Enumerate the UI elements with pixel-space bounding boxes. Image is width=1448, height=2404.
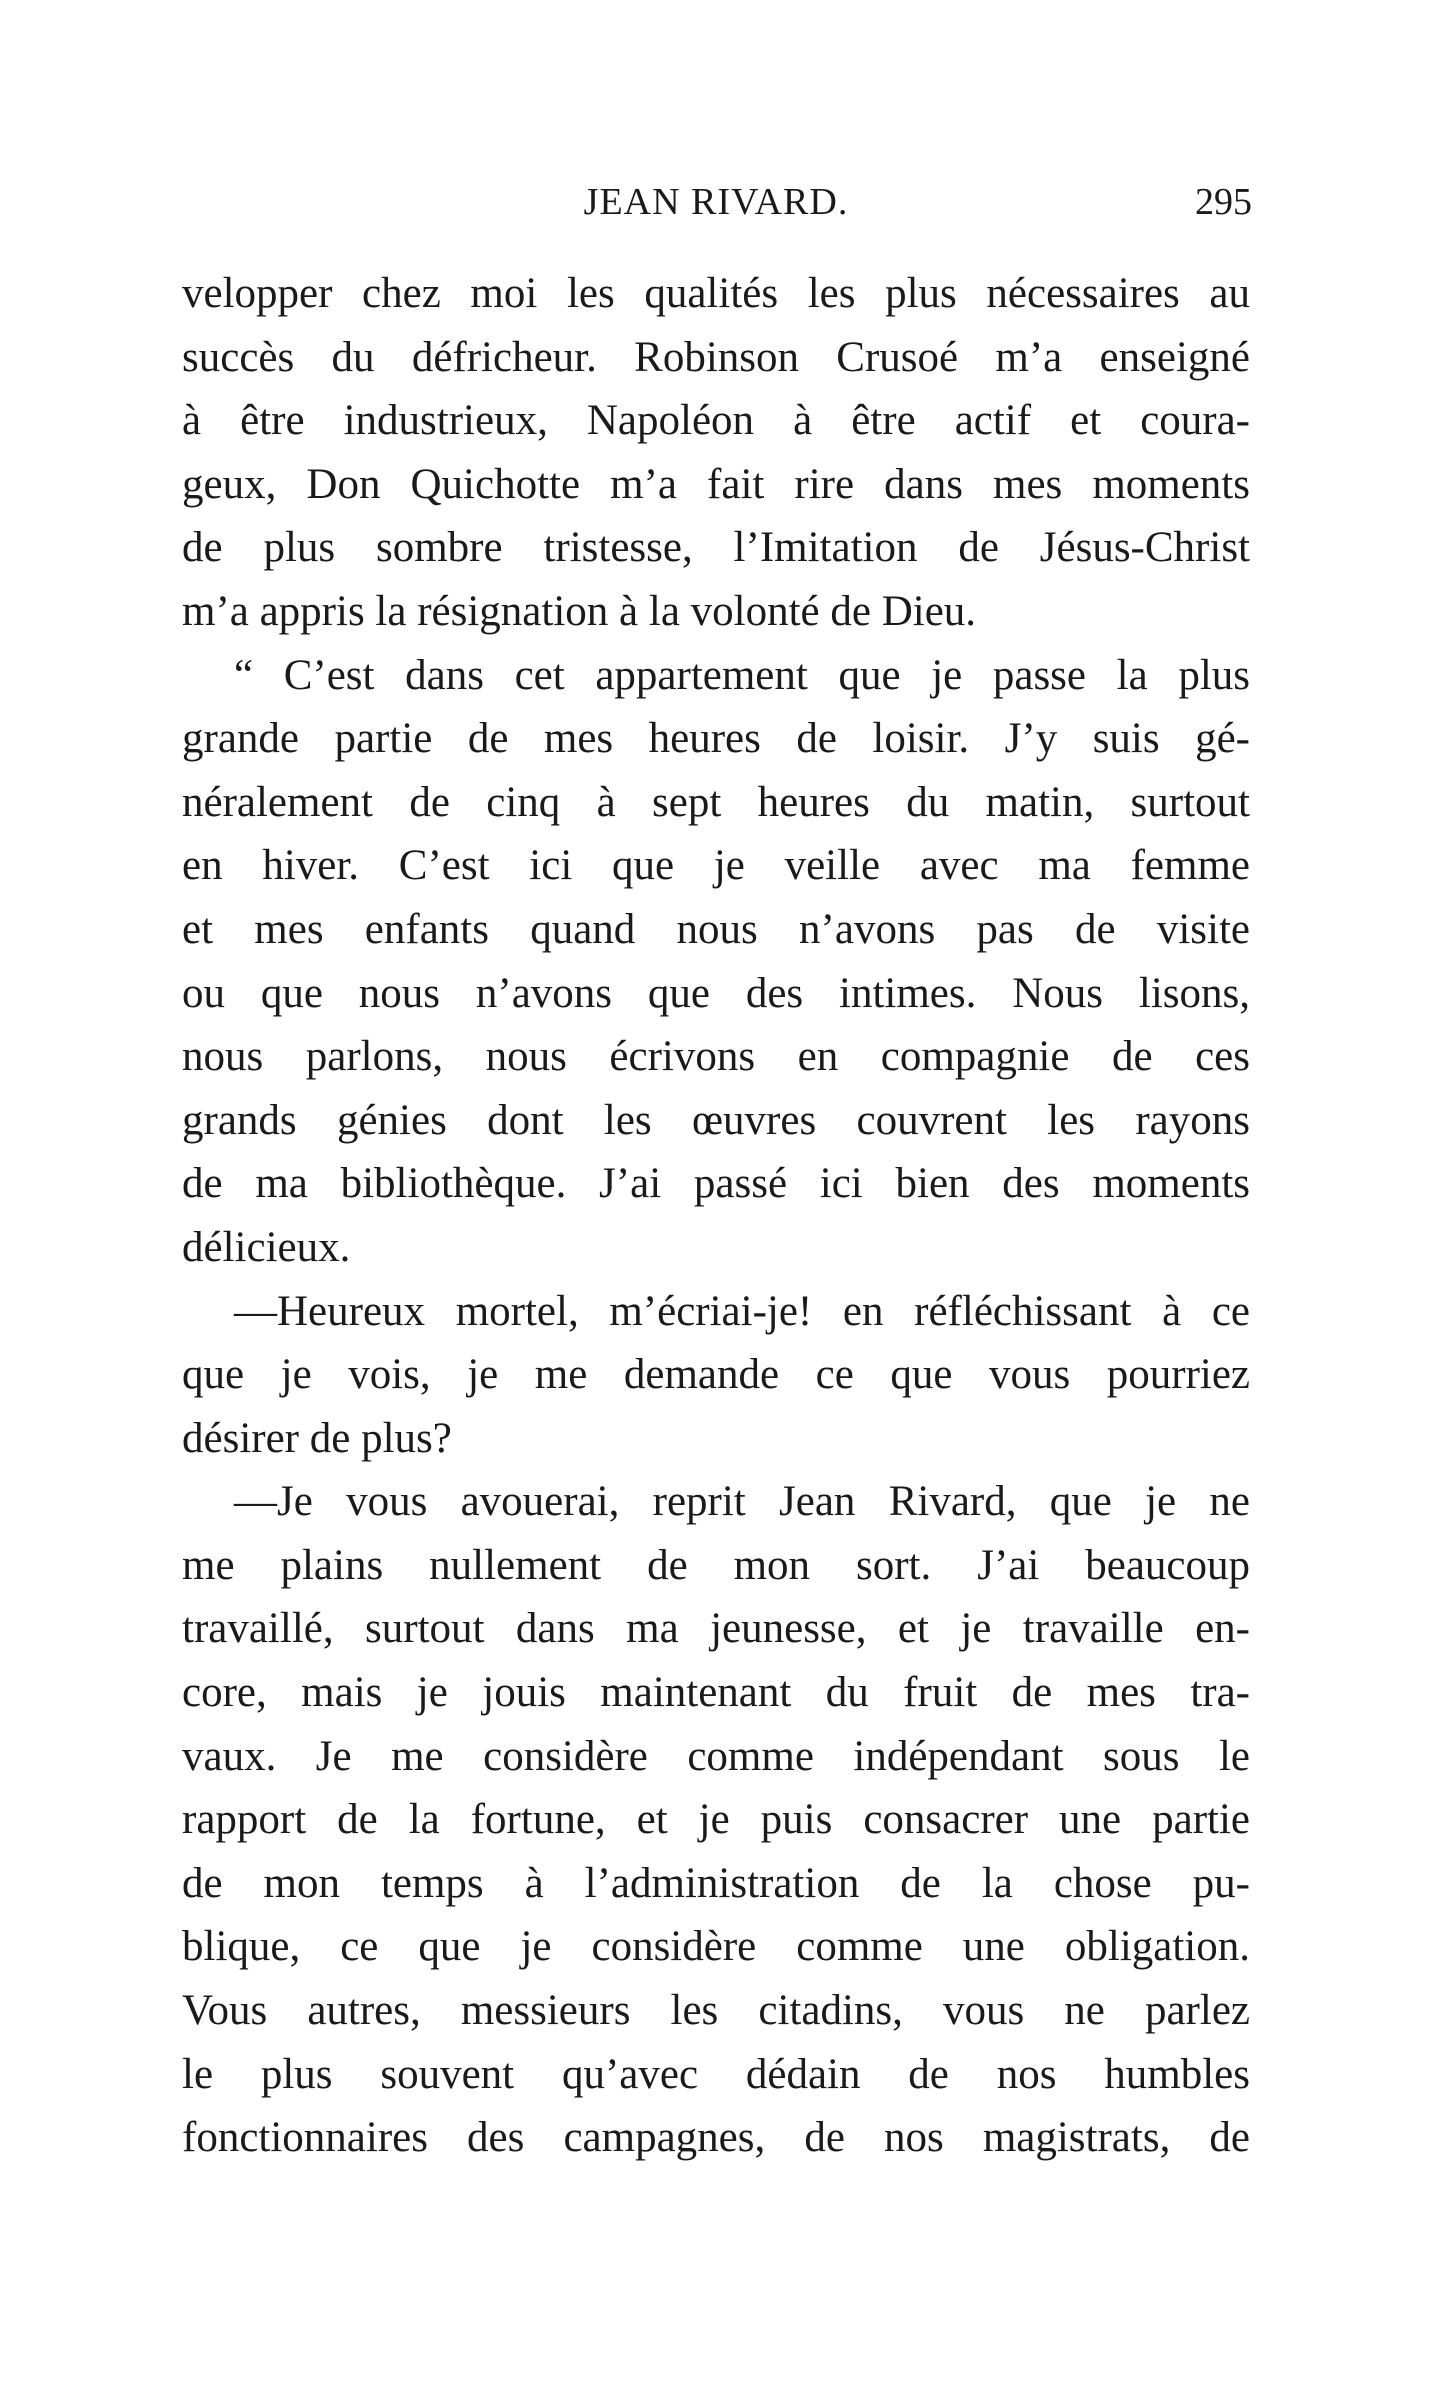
- paragraph: [182, 644, 1250, 1280]
- text-line: de plus sombre tristesse, l’Imitation de Jésus-Christ: [182, 524, 1250, 572]
- text-line: désirer de plus?: [182, 1414, 452, 1462]
- text-line: de ma bibliothèque. J’ai passé ici bien des moments: [182, 1160, 1250, 1208]
- text-line: core, mais je jouis maintenant du fruit de mes tra-: [182, 1669, 1250, 1717]
- text-line: —Je vous avouerai, reprit Jean Rivard, que je ne: [234, 1478, 1250, 1526]
- text-line: à être industrieux, Napoléon à être actif et coura-: [182, 397, 1250, 445]
- text-line: nous parlons, nous écrivons en compagnie de ces: [182, 1033, 1250, 1081]
- text-line: ou que nous n’avons que des intimes. Nous lisons,: [182, 969, 1250, 1017]
- running-title: JEAN RIVARD.: [583, 181, 849, 223]
- text-line: geux, Don Quichotte m’a fait rire dans mes moments: [182, 460, 1250, 508]
- text-line: m’a appris la résignation à la volonté de Dieu.: [182, 587, 977, 635]
- text-line: vaux. Je me considère comme indépendant sous le: [182, 1732, 1250, 1780]
- text-line: velopper chez moi les qualités les plus nécessaires au: [182, 270, 1250, 317]
- paragraph: [182, 262, 1250, 644]
- body-text: [182, 262, 1250, 2170]
- text-line: en hiver. C’est ici que je veille avec ma femme: [182, 842, 1250, 890]
- text-line: que je vois, je me demande ce que vous pourriez: [182, 1351, 1250, 1399]
- text-line: succès du défricheur. Robinson Crusoé m’a enseigné: [182, 333, 1250, 381]
- text-line: délicieux.: [182, 1223, 351, 1271]
- text-line: travaillé, surtout dans ma jeunesse, et je travaille en-: [182, 1605, 1250, 1653]
- running-head: [180, 172, 1252, 232]
- text-line: Vous autres, messieurs les citadins, vous ne parlez: [182, 1987, 1250, 2035]
- text-line: fonctionnaires des campagnes, de nos magistrats, de: [182, 2114, 1250, 2162]
- text-line: —Heureux mortel, m’écriai-je! en réfléchissant à ce: [234, 1287, 1250, 1335]
- text-line: néralement de cinq à sept heures du matin, surtout: [182, 778, 1250, 826]
- text-line: “ C’est dans cet appartement que je passe la plus: [234, 651, 1250, 699]
- text-line: blique, ce que je considère comme une obligation.: [182, 1923, 1250, 1971]
- paragraph: [182, 1280, 1250, 1471]
- text-line: le plus souvent qu’avec dédain de nos humbles: [182, 2050, 1250, 2098]
- text-line: et mes enfants quand nous n’avons pas de visite: [182, 905, 1250, 953]
- text-line: rapport de la fortune, et je puis consacrer une partie: [182, 1796, 1250, 1844]
- text-line: me plains nullement de mon sort. J’ai beaucoup: [182, 1541, 1250, 1589]
- text-line: de mon temps à l’administration de la chose pu-: [182, 1859, 1250, 1907]
- page-number: 295: [1195, 181, 1252, 223]
- paragraph: [182, 1470, 1250, 2170]
- text-line: grande partie de mes heures de loisir. J’y suis gé-: [182, 715, 1250, 763]
- text-line: grands génies dont les œuvres couvrent les rayons: [182, 1096, 1250, 1144]
